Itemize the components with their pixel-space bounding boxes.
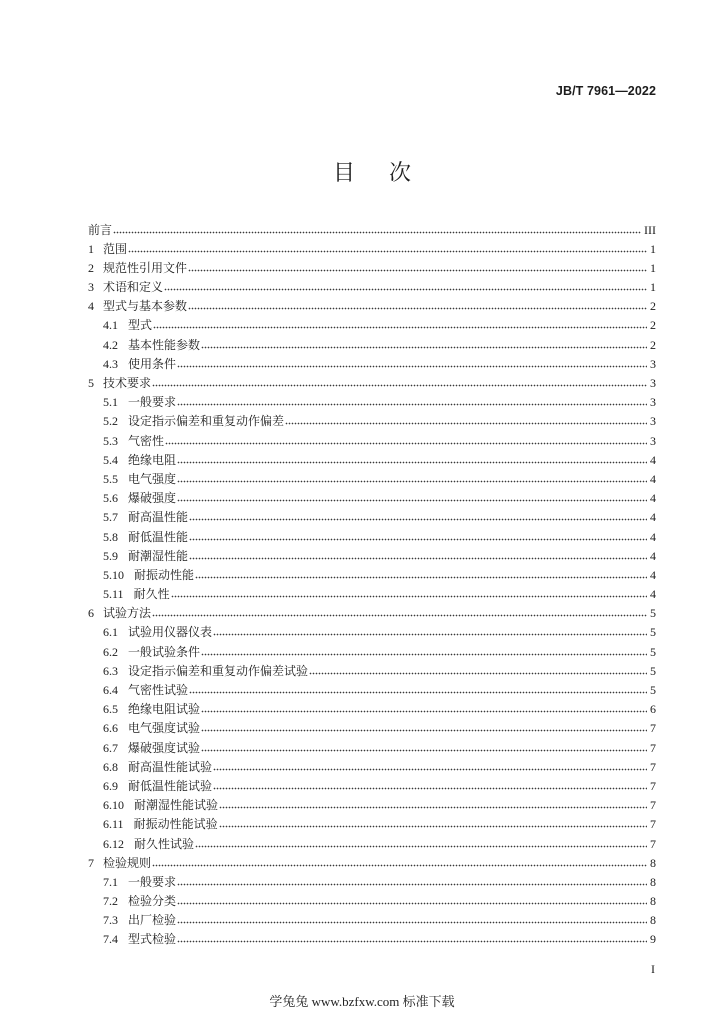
toc-entry-page: 7	[650, 778, 656, 793]
toc-entry-page: 7	[650, 817, 656, 832]
toc-dot-leader	[177, 365, 647, 368]
toc-entry	[88, 854, 656, 873]
toc-entry-number: 5.3	[103, 433, 118, 448]
toc-entry	[88, 547, 656, 566]
toc-entry-number: 7.4	[103, 932, 118, 947]
toc-dot-leader	[213, 633, 647, 636]
toc-entry-title: 术语和定义	[103, 280, 164, 295]
toc-entry	[88, 777, 656, 796]
toc-dot-leader	[177, 902, 647, 905]
toc-entry-page: 4	[650, 471, 656, 486]
toc-dot-leader	[165, 442, 647, 445]
toc-entry	[88, 470, 656, 489]
toc-entry-page: 4	[650, 567, 656, 582]
toc-entry	[88, 796, 656, 815]
toc-entry-title: 耐低温性能	[128, 529, 189, 544]
toc-entry-number: 6.5	[103, 702, 118, 717]
toc-entry-number: 6.4	[103, 683, 118, 697]
toc-entry-page: 1	[650, 280, 656, 295]
toc-entry	[88, 355, 656, 374]
toc-entry	[88, 873, 656, 892]
toc-entry-page: 7	[650, 721, 656, 736]
toc-entry-number: 6.9	[103, 778, 118, 793]
toc-entry-page: 7	[650, 740, 656, 755]
toc-dot-leader	[177, 480, 647, 483]
toc-entry	[88, 432, 656, 451]
toc-entry-number: 1	[88, 241, 94, 256]
toc-entry-title: 耐低温性能试验	[128, 778, 213, 793]
toc-dot-leader	[177, 883, 647, 886]
toc-entry-title: 气密性	[128, 433, 165, 448]
toc-entry-number: 4.2	[103, 337, 118, 352]
toc-entry-title: 一般试验条件	[128, 644, 201, 659]
toc-entry-number: 6.8	[103, 759, 118, 774]
toc-entry-number: 5.4	[103, 452, 118, 467]
toc-entry	[88, 835, 656, 854]
toc-entry	[88, 623, 656, 642]
toc-dot-leader	[177, 499, 647, 502]
toc-dot-leader	[201, 710, 647, 713]
toc-entry-title: 耐久性试验	[134, 836, 195, 851]
toc-entry-page: 7	[650, 836, 656, 851]
toc-dot-leader	[152, 384, 647, 387]
toc-entry-number: 5.11	[103, 587, 124, 602]
toc-entry	[88, 911, 656, 930]
toc-entry-page: 1	[650, 241, 656, 256]
toc-entry-page: 2	[650, 299, 656, 314]
toc-dot-leader	[213, 768, 647, 771]
toc-entry-title: 耐高温性能	[128, 510, 189, 525]
standard-code: JB/T 7961—2022	[555, 84, 656, 98]
toc-entry-page: III	[644, 222, 656, 237]
toc-entry-title: 绝缘电阻试验	[128, 702, 201, 717]
toc-entry-title: 耐潮湿性能试验	[134, 798, 219, 813]
toc-dot-leader	[188, 269, 647, 272]
toc-dot-leader	[164, 288, 647, 291]
toc-dot-leader	[213, 787, 647, 790]
toc-entry-title: 试验方法	[103, 606, 152, 621]
toc-dot-leader	[201, 653, 647, 656]
toc-dot-leader	[309, 672, 647, 675]
toc-entry-page: 4	[650, 529, 656, 544]
toc-entry-title: 爆破强度试验	[128, 740, 201, 755]
toc-entry-title: 基本性能参数	[128, 337, 201, 352]
page-number: I	[651, 962, 655, 976]
toc-entry	[88, 643, 656, 662]
toc-entry-title: 型式	[128, 318, 153, 333]
toc-entry	[88, 585, 656, 604]
toc-entry	[88, 259, 656, 278]
toc-entry-page: 4	[650, 452, 656, 467]
toc-entry-title: 耐振动性能试验	[133, 817, 218, 832]
toc-entry-number: 5	[88, 376, 94, 390]
toc-dot-leader	[219, 806, 647, 809]
toc-entry-title: 使用条件	[128, 356, 177, 371]
toc-entry-page: 8	[650, 855, 656, 870]
toc-entry-title: 耐高温性能试验	[128, 759, 213, 774]
toc-entry-number: 6.1	[103, 625, 118, 640]
toc-entry-number: 4	[88, 299, 94, 314]
toc-dot-leader	[189, 518, 647, 521]
toc-entry-page: 8	[650, 874, 656, 889]
toc-entry-title: 检验分类	[128, 894, 177, 909]
toc-entry	[88, 316, 656, 335]
toc-entry-number: 6	[88, 606, 94, 621]
table-of-contents	[88, 221, 656, 950]
toc-entry-page: 5	[650, 625, 656, 640]
toc-entry-page: 2	[650, 337, 656, 352]
toc-entry-number: 6.11	[103, 817, 124, 832]
toc-dot-leader	[195, 576, 647, 579]
toc-dot-leader	[201, 346, 647, 349]
toc-entry	[88, 412, 656, 431]
toc-entry-page: 1	[650, 260, 656, 275]
toc-entry-page: 4	[650, 587, 656, 602]
toc-entry-title: 耐潮湿性能	[128, 548, 189, 563]
toc-entry	[88, 451, 656, 470]
toc-entry-page: 7	[650, 759, 656, 774]
toc-entry-number: 6.10	[103, 798, 124, 813]
toc-entry-number: 7.1	[103, 874, 118, 889]
toc-entry-number: 6.7	[103, 740, 118, 755]
toc-entry-number: 5.7	[103, 510, 118, 525]
toc-entry-number: 5.9	[103, 548, 118, 563]
toc-entry-title: 设定指示偏差和重复动作偏差试验	[128, 663, 309, 678]
toc-entry-title: 绝缘电阻	[128, 452, 177, 467]
toc-entry-page: 3	[650, 376, 656, 390]
toc-entry-number: 7.2	[103, 894, 118, 909]
toc-dot-leader	[153, 326, 647, 329]
toc-dot-leader	[285, 422, 647, 425]
toc-entry-number: 7	[88, 855, 94, 870]
toc-dot-leader	[177, 461, 647, 464]
toc-entry-title: 一般要求	[128, 874, 177, 889]
toc-entry-title: 试验用仪器仪表	[128, 625, 213, 640]
toc-entry	[88, 221, 656, 240]
toc-entry-page: 5	[650, 644, 656, 659]
toc-entry-title: 耐久性	[133, 587, 170, 602]
toc-entry-page: 6	[650, 702, 656, 717]
toc-entry-title: 设定指示偏差和重复动作偏差	[128, 414, 285, 429]
toc-dot-leader	[177, 940, 647, 943]
toc-entry-page: 4	[650, 510, 656, 525]
toc-entry-title: 型式检验	[128, 932, 177, 947]
toc-entry	[88, 566, 656, 585]
toc-entry-title: 电气强度试验	[128, 721, 201, 736]
toc-dot-leader	[201, 729, 647, 732]
toc-dot-leader	[128, 250, 647, 253]
toc-dot-leader	[177, 921, 647, 924]
toc-dot-leader	[152, 614, 647, 617]
toc-entry	[88, 240, 656, 259]
toc-entry-number: 5.1	[103, 395, 118, 410]
toc-dot-leader	[195, 845, 647, 848]
toc-entry	[88, 336, 656, 355]
toc-entry-title: 型式与基本参数	[103, 299, 188, 314]
toc-dot-leader	[113, 231, 641, 234]
toc-entry-page: 4	[650, 491, 656, 506]
toc-entry-page: 5	[650, 606, 656, 621]
toc-entry-number: 2	[88, 260, 94, 275]
toc-dot-leader	[171, 595, 647, 598]
toc-entry-title: 出厂检验	[128, 913, 177, 928]
toc-entry	[88, 278, 656, 297]
toc-entry-number: 5.10	[103, 567, 124, 582]
page-title: 目 次	[333, 160, 418, 185]
toc-entry-title: 电气强度	[128, 471, 177, 486]
footer-watermark: 学兔兔 www.bzfxw.com 标准下载	[269, 994, 455, 1009]
toc-entry-page: 3	[650, 433, 656, 448]
toc-entry-page: 2	[650, 318, 656, 333]
toc-dot-leader	[219, 825, 647, 828]
toc-dot-leader	[189, 538, 647, 541]
toc-entry	[88, 892, 656, 911]
toc-entry-title: 规范性引用文件	[103, 260, 188, 275]
toc-entry	[88, 489, 656, 508]
toc-dot-leader	[152, 864, 647, 867]
toc-dot-leader	[189, 557, 647, 560]
toc-entry-title: 范围	[103, 241, 128, 256]
toc-entry	[88, 758, 656, 777]
toc-entry	[88, 508, 656, 527]
toc-entry-page: 7	[650, 798, 656, 813]
toc-entry-page: 8	[650, 913, 656, 928]
toc-entry-number: 5.5	[103, 471, 118, 486]
toc-dot-leader	[189, 691, 647, 694]
toc-entry	[88, 604, 656, 623]
toc-entry-number: 5.2	[103, 414, 118, 429]
toc-entry-title: 爆破强度	[128, 491, 177, 506]
toc-entry-title: 前言	[88, 222, 113, 237]
toc-entry-number: 6.2	[103, 644, 118, 659]
toc-entry	[88, 719, 656, 738]
toc-entry-number: 4.1	[103, 318, 118, 333]
toc-entry-page: 5	[650, 683, 656, 697]
toc-entry-page: 3	[650, 395, 656, 410]
toc-entry-number: 6.3	[103, 663, 118, 678]
toc-dot-leader	[201, 749, 647, 752]
toc-entry-page: 8	[650, 894, 656, 909]
toc-entry	[88, 700, 656, 719]
toc-entry-title: 一般要求	[128, 395, 177, 410]
toc-entry-title: 气密性试验	[128, 683, 189, 697]
toc-entry-page: 4	[650, 548, 656, 563]
toc-entry-title: 技术要求	[103, 376, 152, 390]
toc-entry	[88, 297, 656, 316]
toc-entry-page: 9	[650, 932, 656, 947]
toc-entry	[88, 374, 656, 393]
toc-entry-number: 3	[88, 280, 94, 295]
toc-dot-leader	[177, 403, 647, 406]
toc-entry	[88, 815, 656, 834]
toc-dot-leader	[188, 307, 647, 310]
toc-entry	[88, 528, 656, 547]
toc-entry-number: 5.6	[103, 491, 118, 506]
toc-entry	[88, 393, 656, 412]
toc-entry-number: 7.3	[103, 913, 118, 928]
toc-entry-page: 3	[650, 356, 656, 371]
toc-entry-number: 5.8	[103, 529, 118, 544]
toc-entry	[88, 662, 656, 681]
toc-entry-title: 耐振动性能	[134, 567, 195, 582]
toc-entry-number: 6.12	[103, 836, 124, 851]
toc-entry-number: 4.3	[103, 356, 118, 371]
toc-entry	[88, 739, 656, 758]
toc-entry-number: 6.6	[103, 721, 118, 736]
toc-entry	[88, 930, 656, 949]
toc-entry	[88, 681, 656, 700]
toc-entry-page: 5	[650, 663, 656, 678]
toc-entry-title: 检验规则	[103, 855, 152, 870]
toc-entry-page: 3	[650, 414, 656, 429]
